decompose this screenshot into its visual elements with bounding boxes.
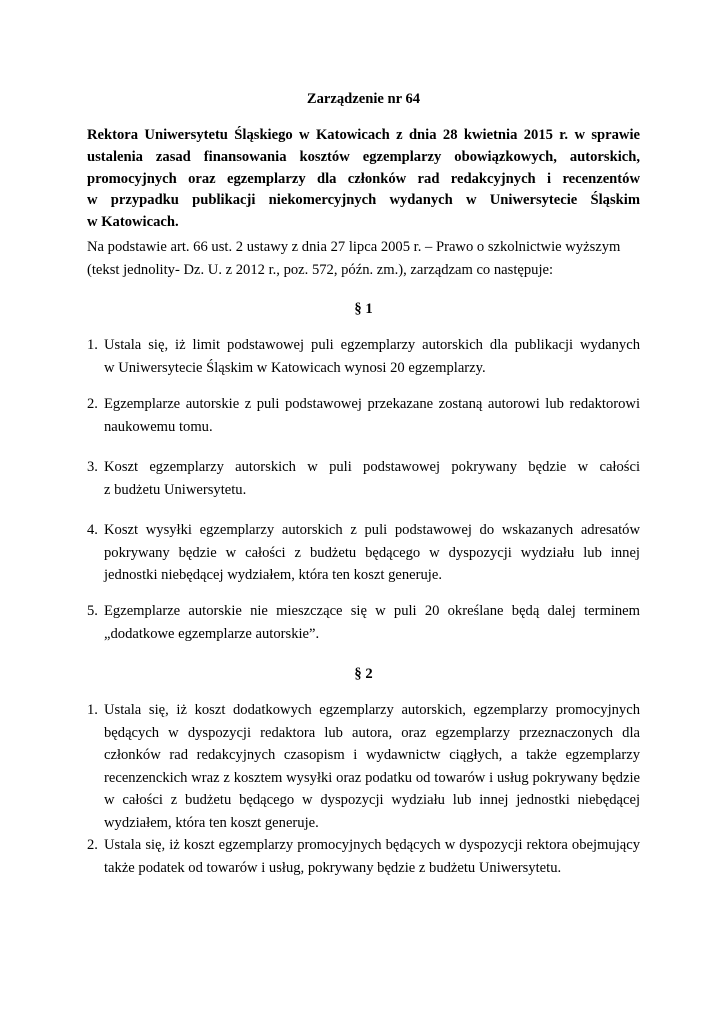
subject-line: ustalenia zasad finansowania kosztów egzemplarzy obowiązkowych, autorskich, [87,148,640,165]
item-line: Egzemplarze autorskie nie mieszczące się w puli 20 określane będą dalej terminem [104,603,640,619]
section-2-item-1 [87,699,640,835]
legal-basis [87,236,640,282]
item-number: 2. [87,396,98,412]
document-subject [87,125,640,234]
section-1-item-2 [87,393,640,438]
section-2-item-2 [87,834,640,879]
legal-basis-line: (tekst jednolity- Dz. U. z 2012 r., poz. 572, późn. zm.), zarządzam co następuje: [87,262,554,278]
item-number: 1. [87,337,98,353]
item-line: Koszt wysyłki egzemplarzy autorskich z puli podstawowej do wskazanych adresatów [104,522,640,538]
item-line: pokrywany będzie w całości z budżetu będącego w dyspozycji wydziału lub innej [104,544,640,561]
subject-line: w przypadku publikacji niekomercyjnych wydanych w Uniwersytecie Śląskim [87,192,640,209]
item-line: „dodatkowe egzemplarze autorskie”. [104,625,320,642]
item-line: naukowemu tomu. [104,418,213,435]
item-line: członków rad redakcyjnych czasopism i wydawnictw ciągłych, a także egzemplarzy [104,747,640,764]
section-1-item-4 [87,519,640,587]
section-1-item-1 [87,334,640,379]
item-number: 2. [87,837,98,853]
section-1-item-5 [87,600,640,645]
item-line: Ustala się, iż limit podstawowej puli egzemplarzy autorskich dla publikacji wydanych [104,337,640,353]
item-number: 3. [87,459,98,475]
item-number: 5. [87,603,98,619]
item-line: Ustala się, iż koszt egzemplarzy promocyjnych będących w dyspozycji rektora obejmujący [104,837,640,853]
item-line: w Uniwersytecie Śląskim w Katowicach wynosi 20 egzemplarzy. [104,359,486,376]
subject-line: w Katowicach. [87,214,179,231]
item-line: Ustala się, iż koszt dodatkowych egzemplarzy autorskich, egzemplarzy promocyjnych [104,702,640,718]
item-line: także podatek od towarów i usług, pokrywany będzie z budżetu Uniwersytetu. [104,859,562,876]
document-title: Zarządzenie nr 64 [306,91,421,107]
item-line: recenzenckich wraz z kosztem wysyłki oraz podatku od towarów i usług pokrywany będzie [104,769,640,786]
legal-basis-line: Na podstawie art. 66 ust. 2 ustawy z dnia 27 lipca 2005 r. – Prawo o szkolnictwie wyższym [87,239,621,255]
section-heading-2: § 2 [354,666,373,682]
item-line: Egzemplarze autorskie z puli podstawowej przekazane zostaną autorowi lub redaktorowi [104,396,640,412]
section-heading-1: § 1 [354,301,373,317]
item-line: Koszt egzemplarzy autorskich w puli podstawowej pokrywany będzie w całości [104,459,640,475]
item-line: jednostki niebędącej wydziałem, która ten koszt generuje. [104,567,442,584]
subject-line: promocyjnych oraz egzemplarzy dla członków rad redakcyjnych i recenzentów [87,170,640,187]
item-line: z budżetu Uniwersytetu. [104,481,247,498]
item-line: w całości z budżetu będącego w dyspozycji wydziału lub innej jednostki niebędącej [104,792,640,809]
item-line: wydziałem, która ten koszt generuje. [104,814,319,831]
item-number: 1. [87,702,98,718]
subject-line: Rektora Uniwersytetu Śląskiego w Katowicach z dnia 28 kwietnia 2015 r. w sprawie [87,127,640,143]
item-number: 4. [87,522,98,538]
item-line: będących w dyspozycji redaktora lub autora, oraz egzemplarzy przeznaczonych dla [104,724,640,741]
section-1-item-3 [87,456,640,501]
